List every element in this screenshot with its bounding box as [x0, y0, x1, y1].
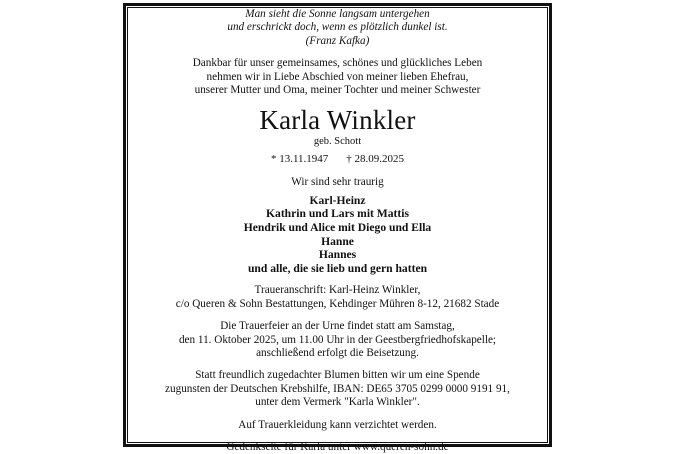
ceremony-line: anschließend erfolgt die Beisetzung. [256, 347, 419, 360]
mourner-entry: Hannes [318, 248, 357, 262]
mourner-entry: Hanne [321, 234, 354, 248]
quote-block [123, 8, 552, 48]
mourners-list [123, 194, 552, 276]
birth-name: geb. Schott [313, 136, 362, 148]
mourner-entry: und alle, die sie lieb und gern hatten [247, 261, 428, 275]
mourner-entry: Hendrik und Alice mit Diego und Ella [243, 221, 432, 235]
address-line: Traueranschrift: Karl-Heinz Winkler, [254, 284, 421, 297]
intro-line: unserer Mutter und Oma, meiner Tochter und meiner Schwester [194, 84, 481, 97]
obituary-notice [123, 3, 552, 454]
donation-line: unter dem Vermerk "Karla Winkler". [255, 396, 420, 409]
intro-text [123, 57, 552, 97]
intro-line: nehmen wir in Liebe Abschied von meiner lieben Ehefrau, [206, 70, 469, 83]
donation-line: Statt freundlich zugedachter Blumen bitten wir um eine Spende [195, 369, 480, 382]
memorial-page-note: Gedenkseite für Karla unter www.queren-sohn.de [226, 441, 449, 454]
ceremony-line: Die Trauerfeier an der Urne findet statt am Samstag, [220, 320, 455, 333]
donation-info [123, 369, 552, 409]
mourner-entry: Kathrin und Lars mit Mattis [266, 207, 409, 221]
quote-line: und erschrickt doch, wenn es plötzlich dunkel ist. [227, 21, 448, 34]
ceremony-line: den 11. Oktober 2025, um 11.00 Uhr in der Geestbergfriedhofskapelle; [178, 333, 497, 346]
attire-note: Auf Trauerkleidung kann verzichtet werden. [238, 418, 437, 431]
mourners-intro: Wir sind sehr traurig [291, 176, 384, 189]
deceased-name: Karla Winkler [259, 105, 416, 136]
ceremony-info [123, 320, 552, 360]
quote-author: (Franz Kafka) [305, 34, 370, 47]
mourner-entry: Karl-Heinz [309, 193, 366, 207]
address-line: c/o Queren & Sohn Bestattungen, Kehdinger Mühren 8-12, 21682 Stade [175, 297, 500, 310]
intro-line: Dankbar für unser gemeinsames, schönes und glückliches Leben [192, 57, 483, 70]
death-date: † 28.09.2025 [346, 153, 405, 166]
donation-line: zugunsten der Deutschen Krebshilfe, IBAN: DE65 3705 0299 0000 9191 91, [165, 382, 510, 395]
mourning-address [123, 284, 552, 311]
life-dates [123, 153, 552, 166]
quote-line: Man sieht die Sonne langsam untergehen [245, 8, 430, 20]
birth-date: * 13.11.1947 [270, 153, 329, 166]
